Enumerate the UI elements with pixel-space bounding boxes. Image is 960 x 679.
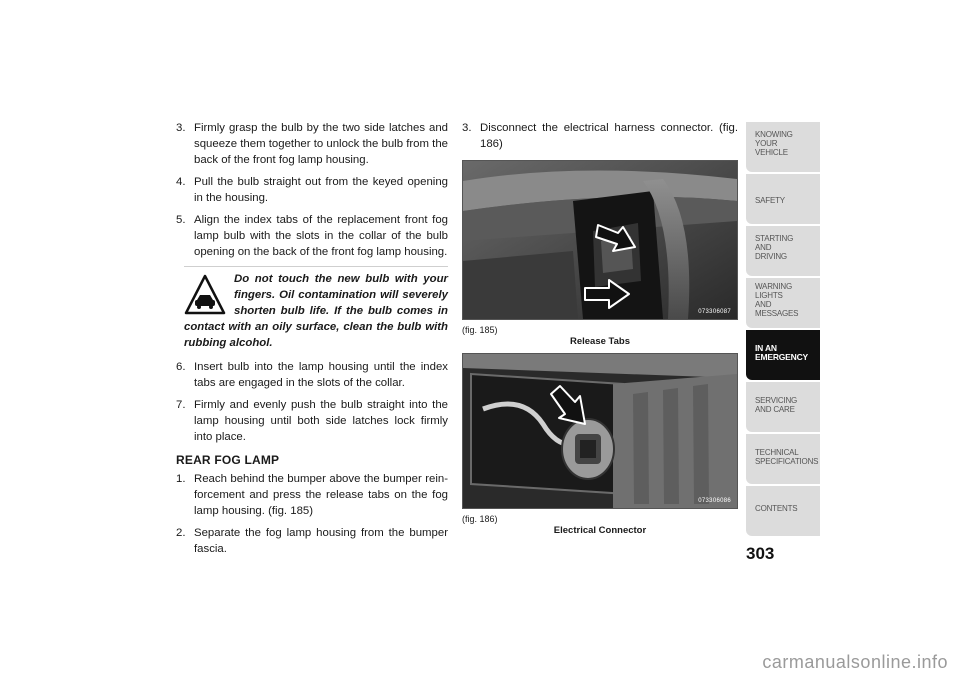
tab-label: DRIVING — [755, 252, 787, 261]
chapter-tabs — [746, 122, 820, 538]
step-text: Firmly and evenly push the bulb straight into the lamp housing until both side latches lock firmly into place. — [194, 399, 448, 443]
tab-label: AND — [755, 243, 772, 252]
tab-servicing-and-care[interactable] — [746, 382, 820, 432]
step-number: 2. — [176, 527, 186, 539]
step-2 — [176, 525, 448, 557]
right-column — [462, 120, 738, 536]
tab-in-an-emergency[interactable] — [746, 330, 820, 380]
tab-contents[interactable] — [746, 486, 820, 536]
figure-code: 073306086 — [698, 498, 731, 504]
step-number: 1. — [176, 473, 186, 485]
step-number: 7. — [176, 399, 186, 411]
tab-label: EMERGENCY — [755, 352, 808, 362]
step-text: Reach behind the bumper above the bumper rein- forcement and press the release tabs on the fog lamp housing. (fig. 185) — [194, 473, 448, 517]
tab-label: SAFETY — [755, 196, 785, 205]
tab-label: SPECIFICATIONS — [755, 457, 819, 466]
step-number: 5. — [176, 214, 186, 226]
step-text: Firmly grasp the bulb by the two side latches and squeeze them together to unlock the bulb from the back of the front fog lamp housing. — [194, 122, 448, 166]
figure-185 — [462, 160, 738, 320]
tab-label: STARTING — [755, 234, 794, 243]
warning-text: Do not touch the new bulb with your fingers. Oil contamination will severely shorten bulb life. If the bulb comes in contact with an oily surface, clean the bulb with rubbing alcohol. — [184, 273, 448, 349]
step-5 — [176, 212, 448, 260]
figure-ref: (fig. 186) — [462, 514, 498, 524]
tab-knowing-your-vehicle[interactable] — [746, 122, 820, 172]
step-text: Pull the bulb straight out from the keyed opening in the housing. — [194, 176, 448, 204]
electrical-connector-illustration — [463, 354, 737, 508]
step-text: Align the index tabs of the replacement front fog lamp bulb with the slots in the collar of the bulb opening on the back of the front fog lamp housing. — [194, 214, 448, 258]
step-3 — [176, 120, 448, 168]
tab-label: WARNING — [755, 282, 792, 291]
tab-safety[interactable] — [746, 174, 820, 224]
step-3-right — [462, 120, 738, 152]
step-number: 4. — [176, 176, 186, 188]
tab-label: KNOWING — [755, 130, 793, 139]
release-tabs-illustration — [463, 161, 737, 319]
tab-technical-specifications[interactable] — [746, 434, 820, 484]
tab-label: TECHNICAL — [755, 448, 799, 457]
left-column — [176, 120, 448, 563]
warning-box — [184, 266, 448, 351]
figure-186 — [462, 353, 738, 509]
tab-warning-lights-and-messages[interactable] — [746, 278, 820, 328]
page-number: 303 — [746, 544, 775, 563]
step-number: 3. — [176, 122, 186, 134]
steps-mid — [176, 359, 448, 445]
figure-caption: Release Tabs — [569, 336, 631, 347]
tab-label: YOUR — [755, 139, 778, 148]
tab-label: AND — [755, 300, 772, 309]
figure-code: 073306087 — [698, 309, 731, 315]
tab-label: SERVICING — [755, 396, 798, 405]
step-text: Disconnect the electrical harness connector. (fig. 186) — [480, 122, 738, 150]
tab-label: LIGHTS — [755, 291, 783, 300]
figure-ref: (fig. 185) — [462, 325, 498, 335]
watermark: carmanualsonline.info — [762, 652, 948, 672]
step-text: Insert bulb into the lamp housing until the index tabs are engaged in the slots of the collar. — [194, 361, 448, 389]
section-heading: REAR FOG LAMP — [176, 453, 280, 467]
tab-label: IN AN — [755, 343, 777, 353]
step-number: 6. — [176, 361, 186, 373]
steps-top — [176, 120, 448, 260]
tab-starting-and-driving[interactable] — [746, 226, 820, 276]
tab-label: AND CARE — [755, 405, 795, 414]
figure-caption: Electrical Connector — [553, 525, 647, 536]
tab-label: VEHICLE — [755, 148, 788, 157]
step-6 — [176, 359, 448, 391]
step-text: Separate the fog lamp housing from the bumper fascia. — [194, 527, 448, 555]
tab-label: MESSAGES — [755, 309, 799, 318]
step-1 — [176, 471, 448, 519]
tab-label: CONTENTS — [755, 504, 798, 513]
step-7 — [176, 397, 448, 445]
warning-triangle-icon — [184, 273, 226, 317]
step-4 — [176, 174, 448, 206]
steps-bottom — [176, 471, 448, 557]
step-number: 3. — [462, 122, 472, 134]
